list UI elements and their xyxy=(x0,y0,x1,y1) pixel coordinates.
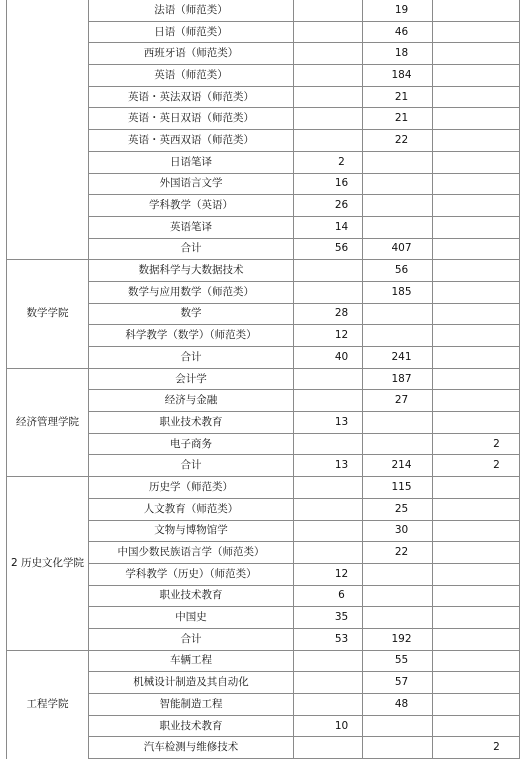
count-cell-3 xyxy=(433,65,520,87)
count-cell-2: 27 xyxy=(363,390,433,412)
major-cell: 合计 xyxy=(89,455,294,477)
major-cell: 数学 xyxy=(89,303,294,325)
major-cell: 智能制造工程 xyxy=(89,694,294,716)
count-cell-3 xyxy=(433,368,520,390)
count-cell-2: 22 xyxy=(363,542,433,564)
count-cell-2: 214 xyxy=(363,455,433,477)
count-cell-1: 35 xyxy=(294,607,363,629)
count-cell-3 xyxy=(433,325,520,347)
count-cell-3 xyxy=(433,238,520,260)
college-cell: 工程学院 xyxy=(7,650,89,758)
major-cell: 职业技术教育 xyxy=(89,412,294,434)
count-cell-3: 2 xyxy=(433,737,520,759)
count-cell-2: 56 xyxy=(363,260,433,282)
count-cell-3 xyxy=(433,130,520,152)
count-cell-3 xyxy=(433,520,520,542)
count-cell-2 xyxy=(363,433,433,455)
count-cell-1: 56 xyxy=(294,238,363,260)
count-cell-2 xyxy=(363,303,433,325)
count-cell-2: 46 xyxy=(363,21,433,43)
count-cell-3 xyxy=(433,195,520,217)
major-cell: 人文教育（师范类） xyxy=(89,498,294,520)
count-cell-2: 185 xyxy=(363,281,433,303)
count-cell-1 xyxy=(294,694,363,716)
count-cell-1 xyxy=(294,737,363,759)
count-cell-1 xyxy=(294,43,363,65)
count-cell-1 xyxy=(294,86,363,108)
count-cell-1: 12 xyxy=(294,325,363,347)
count-cell-1 xyxy=(294,108,363,130)
count-cell-1: 28 xyxy=(294,303,363,325)
major-cell: 英语笔译 xyxy=(89,216,294,238)
count-cell-1 xyxy=(294,368,363,390)
count-cell-1 xyxy=(294,650,363,672)
major-cell: 外国语言文学 xyxy=(89,173,294,195)
count-cell-2: 30 xyxy=(363,520,433,542)
count-cell-1: 13 xyxy=(294,412,363,434)
count-cell-1 xyxy=(294,433,363,455)
count-cell-1 xyxy=(294,0,363,21)
major-cell: 职业技术教育 xyxy=(89,585,294,607)
count-cell-3 xyxy=(433,694,520,716)
major-cell: 法语（师范类） xyxy=(89,0,294,21)
college-cell: 经济管理学院 xyxy=(7,368,89,476)
major-cell: 中国史 xyxy=(89,607,294,629)
count-cell-1 xyxy=(294,477,363,499)
table-row xyxy=(7,368,520,390)
count-cell-3 xyxy=(433,390,520,412)
count-cell-3 xyxy=(433,542,520,564)
major-cell: 合计 xyxy=(89,347,294,369)
major-cell: 数据科学与大数据技术 xyxy=(89,260,294,282)
count-cell-2 xyxy=(363,563,433,585)
count-cell-2 xyxy=(363,151,433,173)
major-cell: 英语・英西双语（师范类） xyxy=(89,130,294,152)
count-cell-2: 48 xyxy=(363,694,433,716)
major-cell: 经济与金融 xyxy=(89,390,294,412)
count-cell-1: 53 xyxy=(294,628,363,650)
count-cell-2: 407 xyxy=(363,238,433,260)
count-cell-2: 184 xyxy=(363,65,433,87)
count-cell-1: 40 xyxy=(294,347,363,369)
major-cell: 中国少数民族语言学（师范类） xyxy=(89,542,294,564)
count-cell-3 xyxy=(433,563,520,585)
count-cell-2 xyxy=(363,325,433,347)
count-cell-3 xyxy=(433,173,520,195)
count-cell-3 xyxy=(433,672,520,694)
count-cell-1: 10 xyxy=(294,715,363,737)
count-cell-3 xyxy=(433,151,520,173)
count-cell-3 xyxy=(433,412,520,434)
major-cell: 车辆工程 xyxy=(89,650,294,672)
count-cell-3 xyxy=(433,281,520,303)
major-cell: 英语・英法双语（师范类） xyxy=(89,86,294,108)
count-cell-1: 6 xyxy=(294,585,363,607)
major-cell: 电子商务 xyxy=(89,433,294,455)
count-cell-3 xyxy=(433,86,520,108)
count-cell-2 xyxy=(363,737,433,759)
count-cell-3 xyxy=(433,303,520,325)
count-cell-1 xyxy=(294,65,363,87)
major-cell: 机械设计制造及其自动化 xyxy=(89,672,294,694)
major-cell: 学科教学（历史）（师范类） xyxy=(89,563,294,585)
count-cell-3 xyxy=(433,216,520,238)
table-row xyxy=(7,650,520,672)
major-cell: 西班牙语（师范类） xyxy=(89,43,294,65)
count-cell-2 xyxy=(363,195,433,217)
major-cell: 数学与应用数学（师范类） xyxy=(89,281,294,303)
count-cell-2: 187 xyxy=(363,368,433,390)
count-cell-2: 25 xyxy=(363,498,433,520)
major-cell: 英语（师范类） xyxy=(89,65,294,87)
count-cell-3: 2 xyxy=(433,455,520,477)
college-cell: 2 历史文化学院 xyxy=(7,477,89,651)
count-cell-1 xyxy=(294,672,363,694)
count-cell-1: 13 xyxy=(294,455,363,477)
count-cell-1 xyxy=(294,520,363,542)
enrollment-table xyxy=(6,0,520,759)
enrollment-table-body xyxy=(7,0,520,759)
count-cell-1 xyxy=(294,498,363,520)
count-cell-1: 26 xyxy=(294,195,363,217)
major-cell: 日语（师范类） xyxy=(89,21,294,43)
count-cell-2 xyxy=(363,412,433,434)
major-cell: 日语笔译 xyxy=(89,151,294,173)
count-cell-3 xyxy=(433,477,520,499)
count-cell-2: 19 xyxy=(363,0,433,21)
count-cell-1 xyxy=(294,130,363,152)
count-cell-2 xyxy=(363,607,433,629)
table-row xyxy=(7,0,520,21)
count-cell-2 xyxy=(363,715,433,737)
major-cell: 会计学 xyxy=(89,368,294,390)
count-cell-1 xyxy=(294,260,363,282)
count-cell-1: 14 xyxy=(294,216,363,238)
major-cell: 科学教学（数学）（师范类） xyxy=(89,325,294,347)
count-cell-1 xyxy=(294,542,363,564)
count-cell-2: 22 xyxy=(363,130,433,152)
count-cell-2: 57 xyxy=(363,672,433,694)
count-cell-3: 2 xyxy=(433,433,520,455)
count-cell-1 xyxy=(294,21,363,43)
count-cell-2 xyxy=(363,173,433,195)
count-cell-3 xyxy=(433,585,520,607)
table-row xyxy=(7,477,520,499)
count-cell-3 xyxy=(433,650,520,672)
major-cell: 学科教学（英语） xyxy=(89,195,294,217)
count-cell-3 xyxy=(433,715,520,737)
count-cell-2: 55 xyxy=(363,650,433,672)
count-cell-1 xyxy=(294,281,363,303)
college-cell: 数学学院 xyxy=(7,260,89,368)
count-cell-2 xyxy=(363,216,433,238)
major-cell: 合计 xyxy=(89,238,294,260)
count-cell-3 xyxy=(433,260,520,282)
count-cell-3 xyxy=(433,607,520,629)
table-row xyxy=(7,260,520,282)
count-cell-1: 16 xyxy=(294,173,363,195)
college-cell xyxy=(7,0,89,260)
major-cell: 文物与博物馆学 xyxy=(89,520,294,542)
count-cell-3 xyxy=(433,21,520,43)
count-cell-2: 192 xyxy=(363,628,433,650)
major-cell: 职业技术教育 xyxy=(89,715,294,737)
major-cell: 合计 xyxy=(89,628,294,650)
count-cell-3 xyxy=(433,43,520,65)
count-cell-3 xyxy=(433,498,520,520)
count-cell-1 xyxy=(294,390,363,412)
count-cell-3 xyxy=(433,347,520,369)
count-cell-2: 21 xyxy=(363,86,433,108)
count-cell-1: 12 xyxy=(294,563,363,585)
major-cell: 历史学（师范类） xyxy=(89,477,294,499)
major-cell: 英语・英日双语（师范类） xyxy=(89,108,294,130)
count-cell-1: 2 xyxy=(294,151,363,173)
count-cell-2: 18 xyxy=(363,43,433,65)
count-cell-3 xyxy=(433,628,520,650)
count-cell-2: 21 xyxy=(363,108,433,130)
count-cell-3 xyxy=(433,0,520,21)
count-cell-2: 115 xyxy=(363,477,433,499)
count-cell-2 xyxy=(363,585,433,607)
count-cell-2: 241 xyxy=(363,347,433,369)
count-cell-3 xyxy=(433,108,520,130)
major-cell: 汽车检测与维修技术 xyxy=(89,737,294,759)
